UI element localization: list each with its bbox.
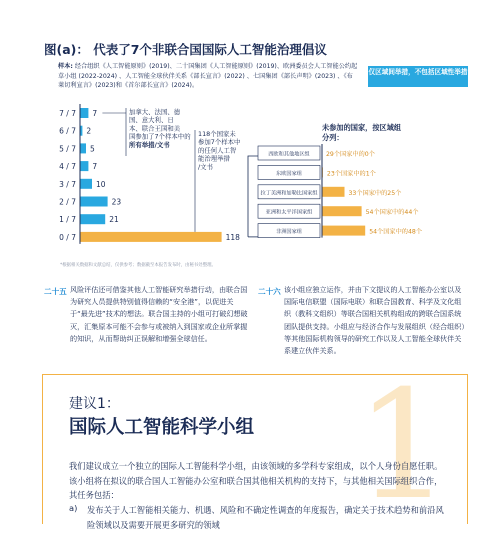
bar-value-label: 21 [109,215,119,225]
recommendation-text: 我们建议成立一个独立的国际人工智能科学小组，由该领域的多学科专家组成，以个人身份自愿任职。该小组将在拟议的联合国人工智能办公室和联合国其他相关机构的支持下，与其他相关国际组织合作，其任务包括： [69,461,443,500]
annotation-text-line: /文书 [198,162,213,171]
paragraph-number-25: 二十五 [44,287,67,296]
recommendation-number-watermark: 1 [355,359,451,533]
y-tick-label: 7 / 7 [59,109,76,118]
region-value-label: 33个国家中的25个 [348,189,402,197]
region-value-label: 54个国家中的44个 [365,209,419,217]
source-note: *根据相关数据和文献总结，仅供参考；数据截至本报告发布时，由秘书处整理。 [60,263,216,268]
bar-value-label: 5 [90,144,95,154]
annotation-text-line: 能治理举措 [198,154,230,163]
sample-note-label: 样本: [58,63,73,70]
y-tick-label: 6 / 7 [59,126,76,136]
y-tick-label: 3 / 7 [59,179,76,189]
recommendation-item-letter: a) [69,503,78,513]
annotation-text-line: 本、联合王国和美 [129,124,181,133]
bar [80,108,88,118]
region-value-label: 54个国家中的48个 [369,228,423,236]
region-label: 亚洲和太平洋国家组 [265,209,313,216]
region-value-label: 23个国家中的1个 [326,170,376,178]
recommendation-label: 建议1： [69,396,120,412]
annotation-text-line: 国参加了7个样本中的 [129,132,191,141]
sample-note-text: 经合组织《人工智能原则》(2019)、二十国集团《人工智能原则》(2019)、欧洲委员会人工智能公约起草小组 (2022-2024) 、人工智能全球伙伴关系《部长宣言》(2022) 、七国集团《部长声明》(2023) 、《布莱切利宣言》(2023)和《首尔部长宣言》(2024)。 [58,63,358,90]
y-tick-label: 1 / 7 [59,215,76,225]
recommendation-title: 国际人工智能科学小组 [69,417,255,438]
bar [80,161,88,171]
y-tick-label: 2 / 7 [59,197,76,207]
region-value-label: 29个国家中的0个 [326,151,375,158]
bar [80,143,86,153]
annotation-text-line: 国、意大利、日 [129,116,174,125]
region-bar [322,226,365,236]
paragraph-25-text: 风险评估还可借鉴其他人工智能研究举措行动，由联合国为研究人员提供特别值得信赖的“安全港”，以促进关于“最先进”技术的想法。联合国主持的小组可打破幻想破灭，汇集原本可能不会参与或被纳入到国家或企业所掌握的知识，从而帮助纠正误解和增强全球信任。 [70,285,248,343]
sample-note [58,62,358,91]
recommendation-item-text: 发布关于人工智能相关能力、机遇、风险和不确定性调查的年度报告，确定关于技术趋势和前沿风险领域以及需要开展更多研究的领域 [87,505,444,530]
region-label: 非洲国家组 [276,229,302,236]
region-label: 拉丁美洲和加勒比国家组 [260,190,318,197]
annotation-text-line: 参加7个样本中 [198,138,241,147]
region-label: 东欧国家组 [276,170,302,177]
annotation-text-line: 加拿大、法国、德 [129,108,181,116]
y-tick-label: 4 / 7 [59,162,76,172]
region-bar [322,206,362,216]
participation-chart-svg [0,96,500,256]
annotation-text-line: 所有举措/文书 [129,140,170,149]
recommendation-box [42,359,468,533]
region-bar [322,187,345,197]
y-tick-label: 0 / 7 [59,232,76,242]
bar [80,232,222,242]
annotation-text-line: 的任何人工智 [198,146,237,155]
bar-value-label: 7 [92,109,98,118]
paragraph-26-text: 该小组应独立运作，并由下文提议的人工智能办公室以及国际电信联盟（国际电联）和联合国教育、科学及文化组织（教科文组织）等联合国相关机构组成的跨联合国系统团队提供支持。小组应与经济合作与发展组织（经合组织）等其他国际机构领导的研究工作以及人工智能全球伙伴关系建立伙伴关系。 [284,285,465,356]
region-chart-title: 未参加的国家，按区域组 [322,123,402,132]
annotation-text-line: 118个国家未 [198,130,236,138]
bar-value-label: 2 [86,126,92,136]
bar-value-label: 23 [111,197,122,207]
region-bracket [248,156,258,237]
y-tick-label: 5 / 7 [59,144,76,154]
legend-badge: 仅区域间举措，不包括区域性举措 [368,66,468,87]
bar-value-label: 10 [96,179,106,189]
bar [80,214,105,224]
region-chart-title: 分列： [322,133,344,142]
region-label: 西欧和其他地区组 [268,151,310,158]
bar-value-label: 7 [92,162,98,172]
paragraph-number-26: 二十六 [258,287,281,296]
bar [80,179,92,189]
bar [80,197,108,207]
figure-title: 图(a)： 代表了7个非联合国国际人工智能治理倡议 [44,42,327,57]
participation-chart [0,96,500,256]
bar-value-label: 118 [225,232,240,242]
